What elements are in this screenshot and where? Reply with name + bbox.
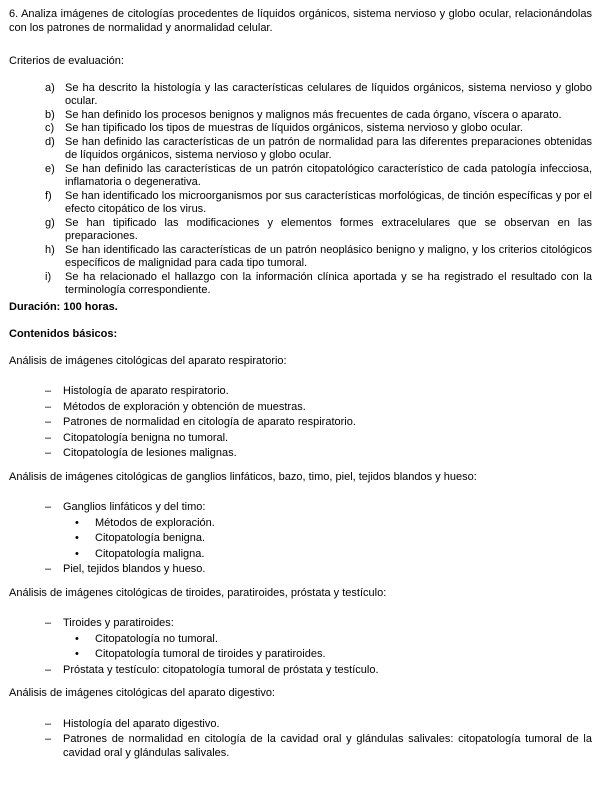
content-section xyxy=(9,471,592,577)
list-item xyxy=(9,718,592,732)
dash-marker: – xyxy=(45,733,52,745)
criteria-item-text: Se han tipificado los tipos de muestras de líquidos orgánicos, sistema nervioso y globo ocular. xyxy=(65,122,523,134)
list-item xyxy=(9,648,592,662)
criteria-item-marker: a) xyxy=(45,81,55,94)
criteria-item xyxy=(9,163,592,190)
duration-line: Duración: 100 horas. xyxy=(9,300,118,313)
criteria-item-text: Se han definido las características de un patrón de normalidad para las diferentes preparaciones obtenidas de líquidos orgánicos, sistema nervioso y globo ocular. xyxy=(65,135,592,161)
list-item xyxy=(9,733,592,760)
criteria-item-text: Se ha relacionado el hallazgo con la información clínica aportada y se ha registrado el resultado con la terminología correspondiente. xyxy=(65,270,592,296)
intro-paragraph: 6. Analiza imágenes de citologías procedentes de líquidos orgánicos, sistema nervioso y globo ocular, relacionándolas con los patrones de normalidad y anormalidad celular. xyxy=(9,8,592,34)
dash-marker: – xyxy=(45,563,52,575)
criteria-item xyxy=(9,109,592,123)
criteria-item xyxy=(9,271,592,298)
list-item-text: Histología del aparato digestivo. xyxy=(63,717,220,730)
list-item xyxy=(9,385,592,399)
section-list xyxy=(9,385,592,461)
list-item-text: Citopatología no tumoral. xyxy=(95,632,218,645)
criteria-item-marker: g) xyxy=(45,216,55,229)
list-item-text: Tiroides y paratiroides: xyxy=(63,617,174,629)
dash-marker: – xyxy=(45,385,52,397)
list-item xyxy=(9,617,592,631)
list-item-text: Patrones de normalidad en citología de aparato respiratorio. xyxy=(63,416,356,428)
dash-marker: – xyxy=(45,447,52,459)
criteria-item-marker: e) xyxy=(45,162,55,175)
bullet-marker: • xyxy=(75,632,79,645)
dash-marker: – xyxy=(45,717,52,730)
list-item xyxy=(9,532,592,546)
criteria-item-text: Se ha descrito la histología y las características celulares de líquidos orgánicos, sistema nervioso y globo ocular. xyxy=(65,81,592,107)
criteria-item xyxy=(9,136,592,163)
bullet-marker: • xyxy=(75,516,79,529)
content-section xyxy=(9,587,592,678)
dash-marker: – xyxy=(45,501,52,513)
contents-sections xyxy=(9,355,592,761)
content-section xyxy=(9,687,592,760)
section-title: Análisis de imágenes citológicas de ganglios linfáticos, bazo, timo, piel, tejidos blandos y hueso: xyxy=(9,470,477,483)
list-item xyxy=(9,401,592,415)
list-item-text: Piel, tejidos blandos y hueso. xyxy=(63,563,206,575)
list-item-text: Métodos de exploración. xyxy=(95,516,215,529)
dash-marker: – xyxy=(45,400,52,413)
bullet-marker: • xyxy=(75,648,79,660)
list-item-text: Citopatología de lesiones malignas. xyxy=(63,447,237,459)
bullet-marker: • xyxy=(75,547,79,560)
list-item xyxy=(9,432,592,446)
criteria-item xyxy=(9,82,592,109)
list-item xyxy=(9,563,592,577)
criteria-item-text: Se han definido los procesos benignos y malignos más frecuentes de cada órgano, víscera o aparato. xyxy=(65,108,562,121)
criteria-item xyxy=(9,122,592,136)
criteria-item-text: Se han identificado las características de un patrón neoplásico benigno y maligno, y los criterios citológicos específicos de malignidad para cada tipo tumoral. xyxy=(65,243,592,269)
section-list xyxy=(9,501,592,577)
criteria-item-marker: f) xyxy=(45,189,52,202)
criteria-list xyxy=(9,82,592,298)
list-item-text: Citopatología maligna. xyxy=(95,547,205,560)
criteria-item-text: Se han tipificado las modificaciones y elementos formes extracelulares que se observan en las preparaciones. xyxy=(65,216,592,242)
list-item-text: Citopatología benigna. xyxy=(95,532,206,544)
list-item xyxy=(9,548,592,562)
list-item-text: Ganglios linfáticos y del timo: xyxy=(63,501,206,513)
criteria-item-marker: h) xyxy=(45,243,55,256)
criteria-item xyxy=(9,190,592,217)
criteria-item-marker: d) xyxy=(45,135,55,148)
section-title: Análisis de imágenes citológicas del aparato digestivo: xyxy=(9,687,275,699)
criteria-item-marker: c) xyxy=(45,122,55,134)
section-list xyxy=(9,718,592,761)
section-list xyxy=(9,617,592,677)
criteria-item-marker: b) xyxy=(45,108,55,121)
list-item xyxy=(9,633,592,647)
bullet-marker: • xyxy=(75,532,79,544)
criteria-item-text: Se han identificado los microorganismos por sus características morfológicas, de tinción específicas y por el efecto citopático de los virus. xyxy=(65,189,592,215)
list-item-text: Próstata y testículo: citopatología tumoral de próstata y testículo. xyxy=(63,663,379,676)
list-item xyxy=(9,447,592,461)
list-item-text: Métodos de exploración y obtención de muestras. xyxy=(63,400,306,413)
list-item xyxy=(9,517,592,531)
dash-marker: – xyxy=(45,431,52,444)
criteria-item xyxy=(9,244,592,271)
criteria-item-marker: i) xyxy=(45,270,52,283)
list-item xyxy=(9,664,592,678)
section-title: Análisis de imágenes citológicas del aparato respiratorio: xyxy=(9,354,287,367)
list-item-text: Citopatología benigna no tumoral. xyxy=(63,431,229,444)
dash-marker: – xyxy=(45,416,52,428)
criteria-item-text: Se han definido las características de un patrón citopatológico característico de cada patología infecciosa, inflamatoria o degenerativa. xyxy=(65,162,592,188)
dash-marker: – xyxy=(45,663,52,676)
list-item-text: Patrones de normalidad en citología de la cavidad oral y glándulas salivales: citopatología tumoral de la cavidad oral y glándulas salivales. xyxy=(63,733,592,759)
content-section xyxy=(9,355,592,461)
list-item xyxy=(9,501,592,515)
dash-marker: – xyxy=(45,617,52,629)
criteria-heading: Criterios de evaluación: xyxy=(9,55,124,67)
section-title: Análisis de imágenes citológicas de tiroides, paratiroides, próstata y testículo: xyxy=(9,586,387,599)
list-item-text: Histología de aparato respiratorio. xyxy=(63,385,229,397)
contents-heading: Contenidos básicos: xyxy=(9,328,118,340)
list-item xyxy=(9,416,592,430)
criteria-item xyxy=(9,217,592,244)
list-item-text: Citopatología tumoral de tiroides y paratiroides. xyxy=(95,648,326,660)
